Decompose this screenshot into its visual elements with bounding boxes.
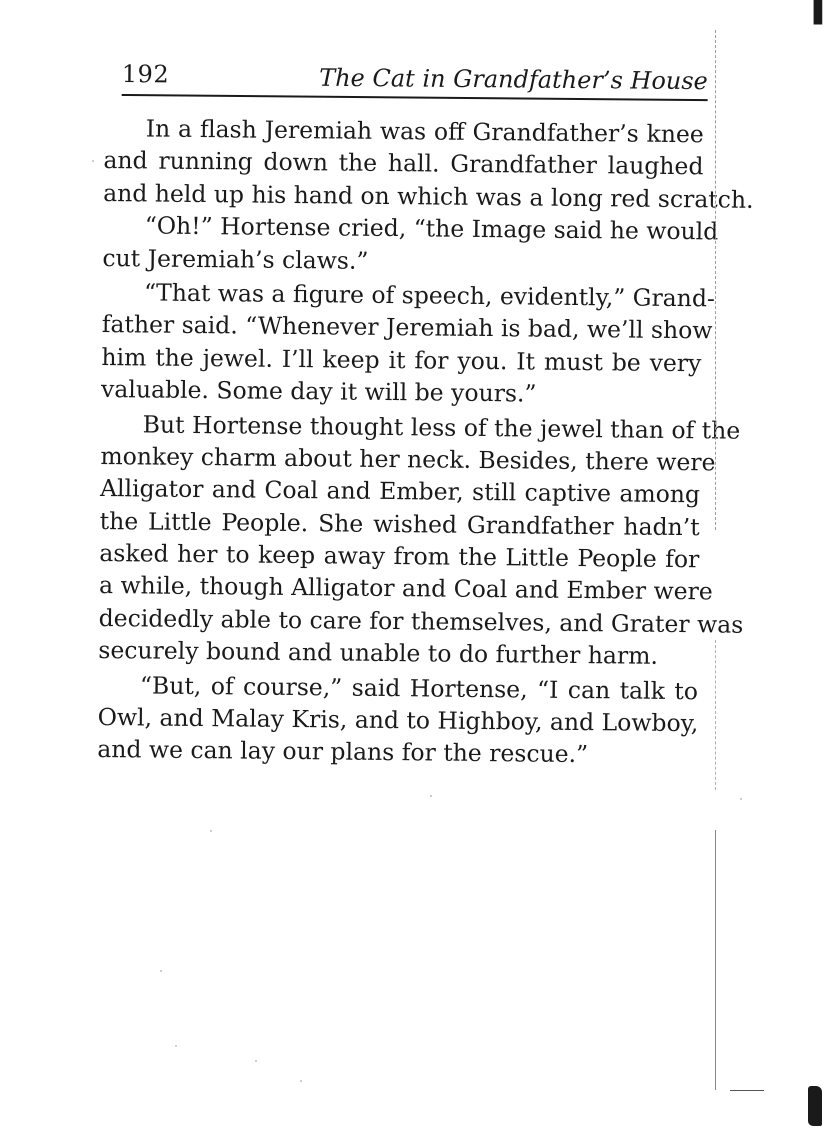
scan-speck	[255, 1060, 257, 1062]
page-number: 192	[121, 59, 170, 89]
text-line: Alligator and Coal and Ember, still captive among	[99, 474, 701, 509]
text-line: monkey charm about her neck. Besides, there were	[100, 441, 716, 477]
text-line: and we can lay our plans for the rescue.”	[97, 735, 589, 769]
text-line: him the jewel. I’ll keep it for you. It must be very	[101, 342, 702, 378]
scan-speck	[740, 798, 742, 800]
text-line: “Oh!” Hortense cried, “the Image said he would	[144, 211, 719, 246]
text-line: and running down the hall. Grandfather laughed	[103, 146, 704, 181]
text-line: Owl, and Malay Kris, and to Highboy, and Lowboy,	[97, 702, 699, 738]
running-title: The Cat in Grandfather’s House	[319, 63, 708, 96]
text-line: the Little People. She wished Grandfather hadn’t	[99, 506, 700, 541]
text-line: In a flash Jeremiah was off Grandfather’s knee	[145, 114, 704, 149]
scan-speck	[92, 160, 94, 162]
bottom-rule-mark	[730, 1090, 764, 1091]
text-line: asked her to keep away from the Little People for	[99, 539, 700, 574]
bottom-edge-mark	[808, 1086, 822, 1126]
text-line: decidedly able to care for themselves, and Grater was	[98, 603, 744, 639]
scan-speck	[300, 1080, 302, 1082]
header-rule	[122, 94, 708, 101]
scan-speck	[175, 1045, 177, 1047]
page-header	[122, 58, 708, 101]
gutter-solid-line	[715, 830, 716, 1090]
text-line: and held up his hand on which was a long red scratch.	[103, 178, 754, 214]
text-line: securely bound and unable to do further harm.	[98, 636, 659, 671]
body-text	[97, 112, 754, 772]
gutter-dash-line-lower	[715, 640, 716, 790]
scan-speck	[430, 795, 432, 797]
scan-speck	[210, 830, 212, 832]
text-line: “But, of course,” said Hortense, “I can talk to	[139, 671, 699, 705]
text-line: But Hortense thought less of the jewel than of the	[142, 409, 741, 445]
text-line: a while, though Alligator and Coal and Ember were	[98, 571, 713, 606]
text-line: father said. “Whenever Jeremiah is bad, we’ll show	[101, 310, 713, 345]
text-line: cut Jeremiah’s claws.”	[102, 243, 369, 275]
scan-speck	[160, 970, 162, 972]
gutter-dash-line	[715, 30, 716, 530]
text-line: valuable. Some day it will be yours.”	[100, 375, 537, 408]
text-line: “That was a figure of speech, evidently,” Grand-	[143, 278, 716, 313]
top-edge-mark: ▐	[805, 0, 822, 25]
